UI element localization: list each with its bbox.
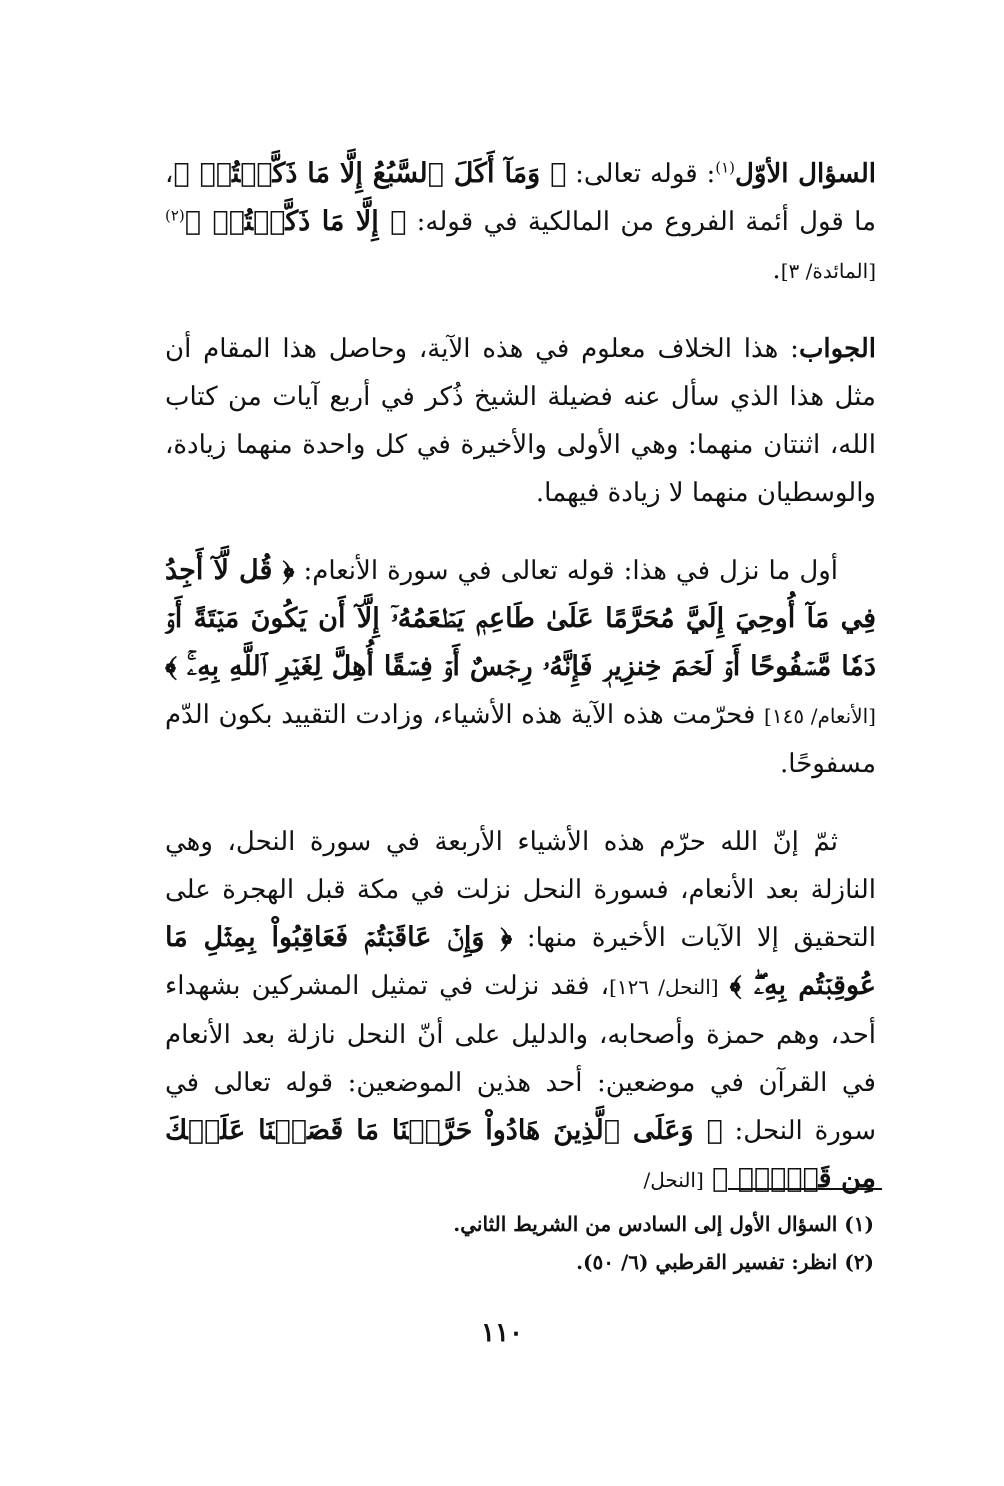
quran-verse: ﴿ وَمَآ أَكَلَ ٱلسَّبُعُ إِلَّا مَا ذَكَّيۡتُمۡ ﴾ [173,158,567,189]
paragraph-nahl [165,818,876,1204]
body-text: ، فقد نزلت في تمثيل المشركين بشهداء أحد، وهم حمزة وأصحابه، والدليل على أنّ النحل نازلة بعد الأنعام في القرآن في موضعين: أحد هذين الموضعين: قوله تعالى في سورة النحل: [165,971,876,1146]
footnote-divider [728,1188,882,1190]
verse-reference: [الأنعام/ ١٤٥] [764,704,876,728]
quran-verse: ﴿ إِلَّا مَا ذَكَّيۡتُمۡ ﴾ [184,206,407,237]
page-number: ١١٠ [481,1318,523,1348]
body-text: أول ما نزل في هذا: قوله تعالى في سورة الأنعام: [294,556,839,586]
body-text: فحرّمت هذه الآية هذه الأشياء، وزادت التقييد بكون الدّم مسفوحًا. [165,700,876,779]
answer-heading: الجواب [798,334,876,364]
footnotes [174,1205,874,1281]
paragraph-question-1 [165,150,876,295]
quran-verse: ﴿ قُل لَّآ أَجِدُ فِي مَآ أُوحِيَ إِلَيَّ مُحَرَّمًا عَلَىٰ طَاعِمٖ يَطۡعَمُهُۥٓ إِلَّآ أَن يَكُونَ مَيۡتَةً أَوۡ دَمٗا مَّسۡفُوحًا أَوۡ لَحۡمَ خِنزِيرٖ فَإِنَّهُۥ رِجۡسٌ أَوۡ فِسۡقًا أُهِلَّ لِغَيۡرِ ٱللَّهِ بِهِۦۚ ﴾ [165,555,876,682]
verse-reference: [النحل/ ١٢٦] [609,975,719,999]
quran-verse: ﴿ وَعَلَى ٱلَّذِينَ هَادُواْ حَرَّمۡنَا مَا قَصَصۡنَا عَلَيۡكَ مِن قَبۡلُۖ ﴾ [165,1115,876,1194]
footnote-1: (١) السؤال الأول إلى السادس من الشريط الثاني. [453,1212,874,1236]
question-text: : قوله تعالى: [566,159,716,189]
body-text: ثمّ إنّ الله حرّم هذه الأشياء الأربعة في سورة النحل، وهي النازلة بعد الأنعام، فسورة النحل نزلت في مكة قبل الهجرة على التحقيق إلا الآيات الأخيرة منها: [165,827,876,953]
footnote-marker-1[interactable]: (١) [715,158,736,177]
quran-verse: ﴿ وَإِنۡ عَاقَبۡتُمۡ فَعَاقِبُواْ بِمِثۡلِ مَا عُوقِبۡتُم بِهِۦۖ ﴾ [165,922,877,1001]
verse-reference: [المائدة/ ٣] [780,259,876,283]
paragraph-anam [165,547,876,788]
verse-reference: [النحل/ [643,1168,704,1192]
footnote-2: (٢) انظر: تفسير القرطبي (٦/ ٥٠). [576,1250,874,1274]
question-heading: السؤال الأوّل [735,159,876,189]
question-text: ، ما قول أئمة الفروع من المالكية في قوله: [165,159,877,237]
paragraph-answer [165,325,876,517]
question-text: . [772,255,781,285]
answer-text: : هذا الخلاف معلوم في هذه الآية، وحاصل هذا المقام أن مثل هذا الذي سأل عنه فضيلة الشيخ ذُكر في أربع آيات من كتاب الله، اثنتان منهما: وهي الأولى والأخيرة في كل واحدة منهما زيادة، والوسطيان منهما لا زيادة فيهما. [165,334,876,508]
footnote-marker-2[interactable]: (٢) [165,206,185,225]
